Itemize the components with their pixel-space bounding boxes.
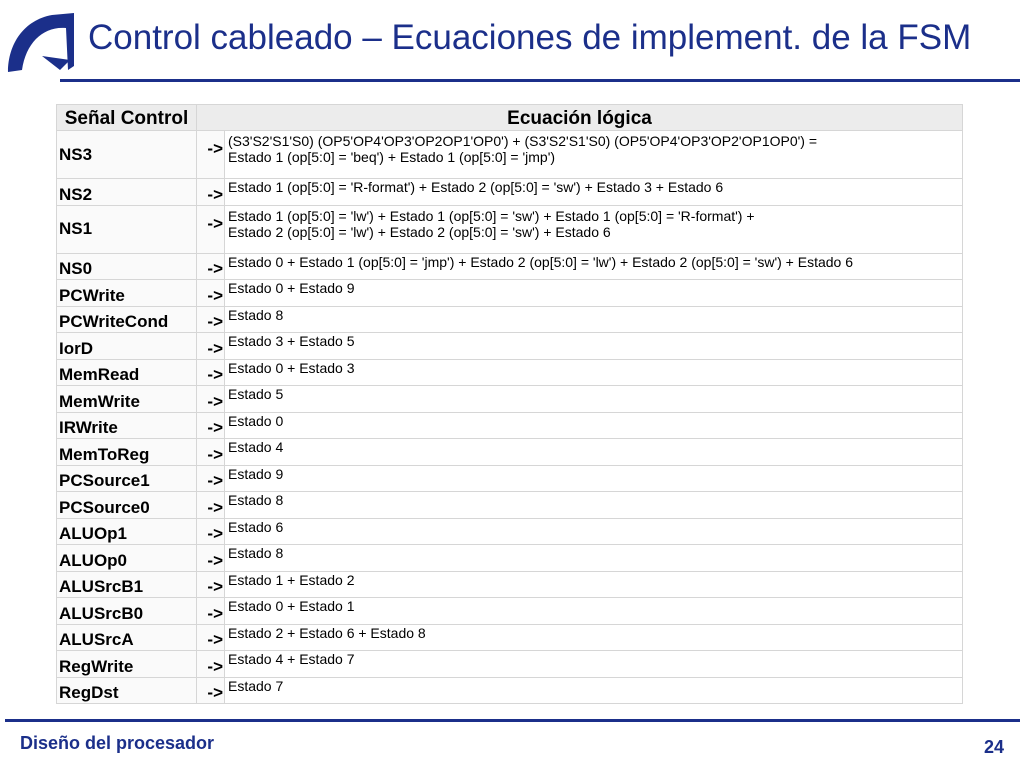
equation-line: Estado 8 (228, 545, 284, 561)
table-row (57, 465, 963, 492)
arrow: -> (197, 131, 225, 179)
equation (225, 333, 963, 360)
control-equations-table (56, 104, 963, 704)
signal-name: NS0 (57, 253, 197, 280)
signal-name: IorD (57, 333, 197, 360)
university-logo (4, 10, 80, 84)
equation-line: Estado 6 (228, 518, 284, 535)
table-row (57, 333, 963, 360)
signal-name: PCSource1 (57, 465, 197, 492)
signal-name: ALUOp0 (57, 545, 197, 572)
table-row (57, 518, 963, 545)
equation-line: Estado 1 + Estado 2 (228, 571, 355, 588)
arrow: -> (197, 492, 225, 519)
table-row (57, 624, 963, 651)
arrow: -> (197, 253, 225, 280)
equation-line: Estado 8 (228, 306, 284, 323)
arrow: -> (197, 571, 225, 598)
arrow: -> (197, 306, 225, 333)
arrow: -> (197, 412, 225, 439)
signal-name: ALUSrcB1 (57, 571, 197, 598)
equation-line: Estado 4 (228, 439, 284, 455)
equation (225, 651, 963, 678)
table-row (57, 205, 963, 253)
equation-line: Estado 0 (228, 412, 284, 429)
equation (225, 253, 963, 280)
page-number: 24 (984, 737, 1005, 757)
arrow: -> (197, 598, 225, 625)
equation (225, 280, 963, 307)
signal-name: NS2 (57, 179, 197, 206)
equation-line: Estado 0 + Estado 9 (228, 280, 355, 296)
signal-name: PCWrite (57, 280, 197, 307)
arrow: -> (197, 677, 225, 704)
signal-name: MemToReg (57, 439, 197, 466)
equation-line: Estado 1 (op[5:0] = 'beq') + Estado 1 (op[5:0] = 'jmp') (228, 149, 556, 165)
equation (225, 518, 963, 545)
signal-name: MemRead (57, 359, 197, 386)
table-row (57, 306, 963, 333)
arrow: -> (197, 651, 225, 678)
table-row (57, 571, 963, 598)
arrow: -> (197, 624, 225, 651)
header-signal: Señal Control (57, 105, 197, 131)
equation (225, 306, 963, 333)
equation (225, 205, 963, 253)
signal-name: IRWrite (57, 412, 197, 439)
arrow: -> (197, 465, 225, 492)
equation-line: Estado 5 (228, 386, 284, 402)
equation-line: Estado 8 (228, 492, 284, 508)
footer-course-title: Diseño del procesador (20, 733, 215, 753)
equation-line: Estado 1 (op[5:0] = 'R-format') + Estado 2 (op[5:0] = 'sw') + Estado 3 + Estado 6 (228, 179, 724, 195)
arrow: -> (197, 205, 225, 253)
signal-name: NS1 (57, 205, 197, 253)
equation (225, 624, 963, 651)
equation-line: (S3'S2'S1'S0) (OP5'OP4'OP3'OP2OP1'OP0') + (S3'S2'S1'S0) (OP5'OP4'OP3'OP2'OP1OP0') = (228, 133, 818, 149)
signal-name: NS3 (57, 131, 197, 179)
table-row (57, 131, 963, 179)
equation-line: Estado 9 (228, 465, 284, 482)
equation (225, 359, 963, 386)
signal-name: PCSource0 (57, 492, 197, 519)
arrow: -> (197, 518, 225, 545)
equation (225, 131, 963, 179)
table-row (57, 598, 963, 625)
equation (225, 439, 963, 466)
equation-line: Estado 2 + Estado 6 + Estado 8 (228, 624, 426, 641)
equation (225, 412, 963, 439)
header-equation: Ecuación lógica (197, 105, 963, 131)
equation-line: Estado 0 + Estado 3 (228, 359, 355, 376)
footer-divider (5, 719, 1020, 722)
equation (225, 492, 963, 519)
arrow: -> (197, 439, 225, 466)
table-row (57, 677, 963, 704)
arrow: -> (197, 280, 225, 307)
table-row (57, 439, 963, 466)
table-row (57, 280, 963, 307)
signal-name: MemWrite (57, 386, 197, 413)
equation-line: Estado 1 (op[5:0] = 'lw') + Estado 1 (op[5:0] = 'sw') + Estado 1 (op[5:0] = 'R-format') + (228, 207, 755, 224)
title-divider (60, 79, 1020, 82)
equation-line: Estado 0 + Estado 1 (op[5:0] = 'jmp') + Estado 2 (op[5:0] = 'lw') + Estado 2 (op[5:0] = 'sw') + Estado 6 (228, 253, 854, 270)
table-row (57, 253, 963, 280)
signal-name: ALUSrcA (57, 624, 197, 651)
table-row (57, 359, 963, 386)
arrow: -> (197, 359, 225, 386)
equation (225, 465, 963, 492)
table-row (57, 386, 963, 413)
equation (225, 571, 963, 598)
equation (225, 677, 963, 704)
table-row (57, 492, 963, 519)
equation (225, 545, 963, 572)
arrow: -> (197, 333, 225, 360)
equation (225, 386, 963, 413)
arrow: -> (197, 386, 225, 413)
equation-line: Estado 7 (228, 677, 284, 694)
signal-name: PCWriteCond (57, 306, 197, 333)
table-header-row (57, 105, 963, 131)
arrow: -> (197, 179, 225, 206)
equation-line: Estado 2 (op[5:0] = 'lw') + Estado 2 (op[5:0] = 'sw') + Estado 6 (228, 223, 611, 240)
table-row (57, 179, 963, 206)
equation (225, 179, 963, 206)
equation (225, 598, 963, 625)
slide-title: Control cableado – Ecuaciones de implement. de la FSM (88, 18, 972, 57)
table-row (57, 412, 963, 439)
table-row (57, 651, 963, 678)
signal-name: ALUOp1 (57, 518, 197, 545)
signal-name: RegWrite (57, 651, 197, 678)
equation-line: Estado 4 + Estado 7 (228, 651, 355, 667)
signal-name: ALUSrcB0 (57, 598, 197, 625)
signal-name: RegDst (57, 677, 197, 704)
equation-line: Estado 3 + Estado 5 (228, 333, 355, 349)
equation-line: Estado 0 + Estado 1 (228, 598, 355, 614)
arrow: -> (197, 545, 225, 572)
table-row (57, 545, 963, 572)
